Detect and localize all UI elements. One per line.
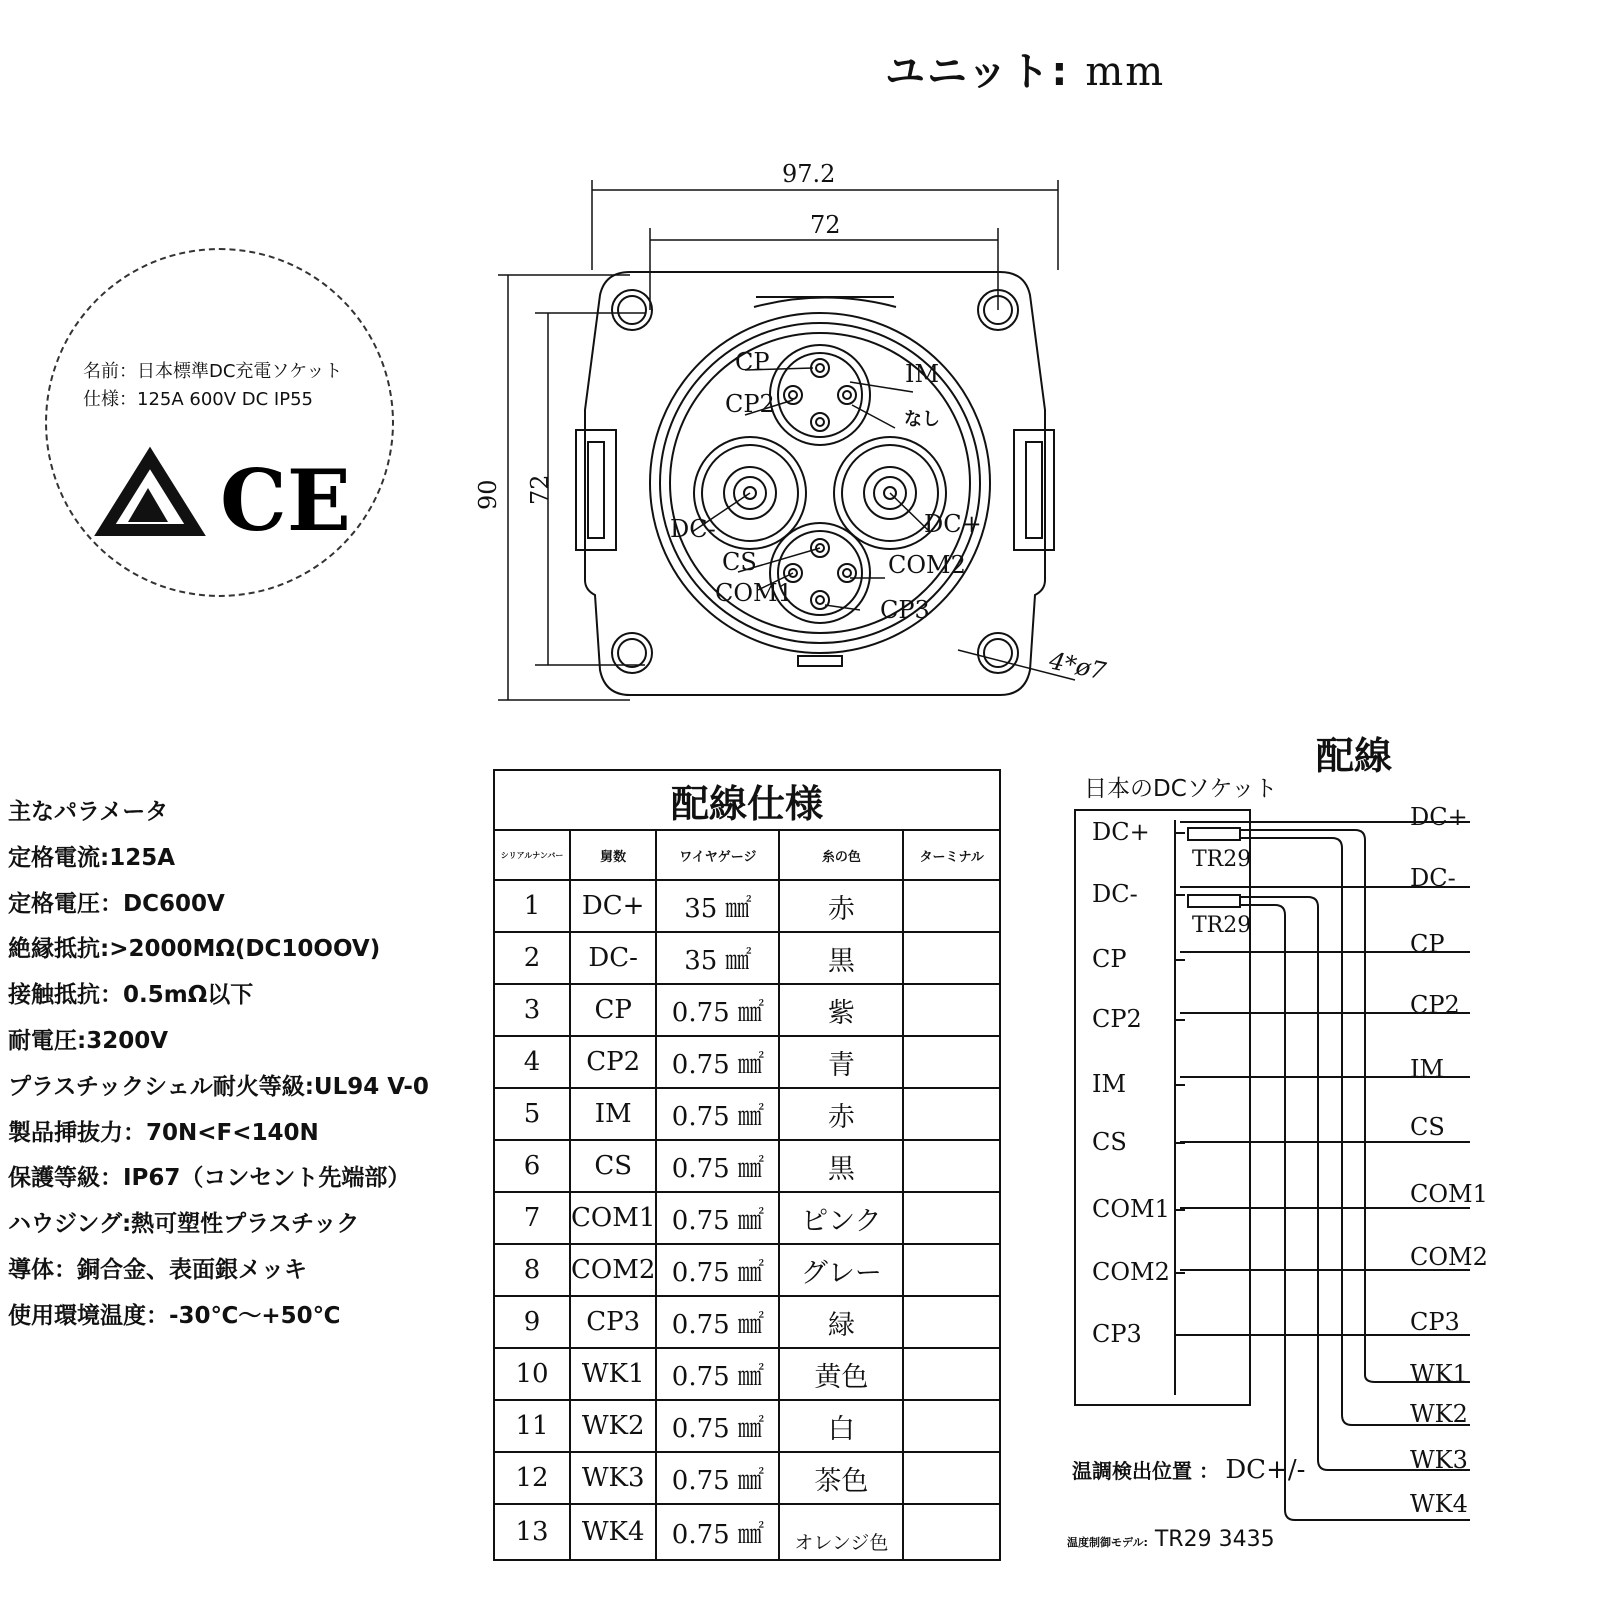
temp-model-note [1067,1527,1275,1552]
pin-label-nashi: なし [904,409,940,430]
table-row [494,984,1000,1036]
cell-serial: 5 [494,1088,570,1140]
badge-name: 名前：日本標準DC充電ソケット [83,361,343,382]
cell-terminal [903,1036,1000,1088]
cell-terminal [903,880,1000,932]
pin-label-com1: COM1 [715,579,793,607]
temp-model-value: TR29 3435 [1154,1527,1275,1552]
wiring-left-label: COM2 [1092,1258,1170,1286]
cell-serial: 2 [494,932,570,984]
table-row [494,1504,1000,1560]
col-serial: シリアルナンバー [494,830,570,880]
param-rated-current: 定格電流:125A [8,844,176,871]
dim-inner-height: 72 [526,474,554,505]
wiring-left-label: CS [1092,1128,1127,1156]
cell-gauge: 0.75 ㎟ [656,1192,779,1244]
pin-label-im: IM [905,360,940,388]
wiring-subtitle: 日本のDCソケット [1084,776,1278,802]
cell-color: 白 [779,1400,903,1452]
dim-inner-width: 72 [810,211,841,239]
wiring-output-label: WK1 [1410,1360,1468,1388]
cell-serial: 10 [494,1348,570,1400]
temp-detect-note [1072,1455,1305,1485]
param-protection: 保護等級：IP67（コンセント先端部） [8,1165,411,1192]
unit-label [885,40,1165,97]
cell-serial: 12 [494,1452,570,1504]
cell-pin: WK3 [570,1452,656,1504]
table-title: 配線仕様 [494,770,1000,830]
col-gauge: ワイヤゲージ [656,830,779,880]
cell-color: 赤 [779,880,903,932]
pin-label-com2: COM2 [888,551,966,579]
cell-color: 黒 [779,1140,903,1192]
temp-detect-value: DC+/- [1225,1455,1306,1485]
col-color: 糸の色 [779,830,903,880]
cell-terminal [903,1244,1000,1296]
cell-terminal [903,984,1000,1036]
sensor-label: TR29 [1192,913,1252,938]
cell-gauge: 0.75 ㎟ [656,1036,779,1088]
cell-pin: IM [570,1088,656,1140]
cell-terminal [903,1192,1000,1244]
pin-label-cs: CS [722,548,757,576]
wiring-output-label: CP [1410,930,1445,958]
pin-label-cp: CP [735,348,770,376]
cell-terminal [903,1452,1000,1504]
wiring-output-label: DC- [1410,864,1456,892]
cell-pin: WK4 [570,1504,656,1560]
cell-pin: CP3 [570,1296,656,1348]
cell-pin: DC+ [570,880,656,932]
cell-serial: 11 [494,1400,570,1452]
pin-label-dc-plus: DC+ [924,510,982,538]
cell-serial: 8 [494,1244,570,1296]
col-terminal: ターミナル [903,830,1000,880]
pin-label-cp3: CP3 [880,596,930,624]
cell-gauge: 0.75 ㎟ [656,1140,779,1192]
cell-gauge: 0.75 ㎟ [656,1296,779,1348]
cell-gauge: 0.75 ㎟ [656,1400,779,1452]
cell-gauge: 0.75 ㎟ [656,1504,779,1560]
wiring-output-label: WK2 [1410,1400,1468,1428]
wiring-output-label: COM2 [1410,1243,1488,1271]
cell-gauge: 0.75 ㎟ [656,1348,779,1400]
wiring-left-label: DC- [1092,880,1138,908]
param-flame-rating: プラスチックシェル耐火等級:UL94 V-0 [8,1073,429,1100]
cell-gauge: 0.75 ㎟ [656,1244,779,1296]
dim-holes: 4*ø7 [1046,646,1109,686]
cell-pin: DC- [570,932,656,984]
cell-serial: 13 [494,1504,570,1560]
cell-color: ピンク [779,1192,903,1244]
wiring-left-label: IM [1092,1070,1127,1098]
badge-spec: 仕様：125A 600V DC IP55 [83,389,314,410]
cell-color: 茶色 [779,1452,903,1504]
cell-serial: 9 [494,1296,570,1348]
sensor-lead-wk1 [1240,830,1470,1382]
socket-flange [576,272,1054,695]
dim-outer-height: 90 [474,479,502,510]
ce-mark-icon: CE [220,451,351,550]
certification-marks [100,450,351,550]
cell-color: グレー [779,1244,903,1296]
cell-serial: 1 [494,880,570,932]
cell-serial: 7 [494,1192,570,1244]
wiring-output-label: IM [1410,1055,1445,1083]
cell-terminal [903,1348,1000,1400]
table-row [494,1192,1000,1244]
cell-terminal [903,1504,1000,1560]
param-rated-voltage: 定格電圧：DC600V [8,890,225,917]
unit-prefix: ユニット: [885,49,1070,95]
cell-pin: CP2 [570,1036,656,1088]
cell-gauge: 35 ㎟ [656,880,779,932]
wiring-left-label: CP3 [1092,1320,1142,1348]
pin-label-cp2: CP2 [725,390,775,418]
temp-detect-label: 温調検出位置 ： [1072,1459,1219,1483]
cell-pin: WK2 [570,1400,656,1452]
wiring-title: 配線 [1316,734,1393,778]
wiring-spec-table [493,769,1001,1561]
cell-terminal [903,1400,1000,1452]
cell-serial: 3 [494,984,570,1036]
param-insertion-force: 製品挿抜力：70N<F<140N [8,1119,319,1146]
table-row [494,1140,1000,1192]
param-withstand-voltage: 耐電圧:3200V [8,1027,169,1054]
wiring-output-label: WK3 [1410,1446,1468,1474]
table-row [494,1348,1000,1400]
cell-pin: CP [570,984,656,1036]
cell-pin: COM1 [570,1192,656,1244]
table-row [494,932,1000,984]
wiring-output-label: WK4 [1410,1490,1468,1518]
triangle-logo-icon [105,458,195,530]
temp-model-label: 温度制御モデル: [1067,1536,1148,1549]
dim-outer-width: 97.2 [782,160,836,188]
cell-color: 赤 [779,1088,903,1140]
cell-serial: 4 [494,1036,570,1088]
cell-serial: 6 [494,1140,570,1192]
cell-color: 黒 [779,932,903,984]
socket-drawing [474,160,1120,720]
parameter-list [8,790,429,1340]
cell-color: 青 [779,1036,903,1088]
sensor-label: TR29 [1192,847,1252,872]
pin-label-dc-minus: DC- [670,515,716,543]
wiring-left-label: CP [1092,945,1127,973]
cell-gauge: 0.75 ㎟ [656,984,779,1036]
cell-color: 紫 [779,984,903,1036]
cell-terminal [903,932,1000,984]
param-conductor: 導体：銅合金、表面銀メッキ [8,1256,307,1283]
cell-gauge: 0.75 ㎟ [656,1452,779,1504]
wiring-output-label: CP2 [1410,991,1460,1019]
param-heading: 主なパラメータ [8,799,169,825]
cell-color: オレンジ色 [779,1504,903,1560]
cell-pin: WK1 [570,1348,656,1400]
cell-pin: COM2 [570,1244,656,1296]
cell-color: 黄色 [779,1348,903,1400]
table-row [494,1452,1000,1504]
param-insulation: 絶縁抵抗:>2000MΩ(DC10OOV) [8,936,381,963]
wiring-output-label: CS [1410,1113,1445,1141]
cell-terminal [903,1140,1000,1192]
table-row [494,880,1000,932]
table-row [494,1036,1000,1088]
table-row [494,1244,1000,1296]
cell-terminal [903,1296,1000,1348]
cell-pin: CS [570,1140,656,1192]
table-row [494,1296,1000,1348]
wiring-left-label: COM1 [1092,1195,1170,1223]
unit-value: mm [1085,49,1166,95]
sensor-icon [1188,828,1240,840]
col-pin: 舅数 [570,830,656,880]
wiring-output-label: COM1 [1410,1180,1488,1208]
sensor-icon [1188,895,1240,907]
param-contact-resistance: 接触抵抗：0.5mΩ以下 [8,982,254,1009]
wiring-diagram [1070,800,1500,1545]
param-temperature: 使用環境温度：-30℃～+50℃ [8,1302,341,1329]
cell-gauge: 0.75 ㎟ [656,1088,779,1140]
cell-color: 緑 [779,1296,903,1348]
cell-gauge: 35 ㎟ [656,932,779,984]
param-housing: ハウジング:熱可塑性プラスチック [8,1211,360,1238]
wiring-output-label: CP3 [1410,1308,1460,1336]
wiring-output-label: DC+ [1410,803,1468,831]
cell-terminal [903,1088,1000,1140]
wiring-left-label: DC+ [1092,818,1150,846]
table-row [494,1088,1000,1140]
table-row [494,1400,1000,1452]
wiring-left-label: CP2 [1092,1005,1142,1033]
